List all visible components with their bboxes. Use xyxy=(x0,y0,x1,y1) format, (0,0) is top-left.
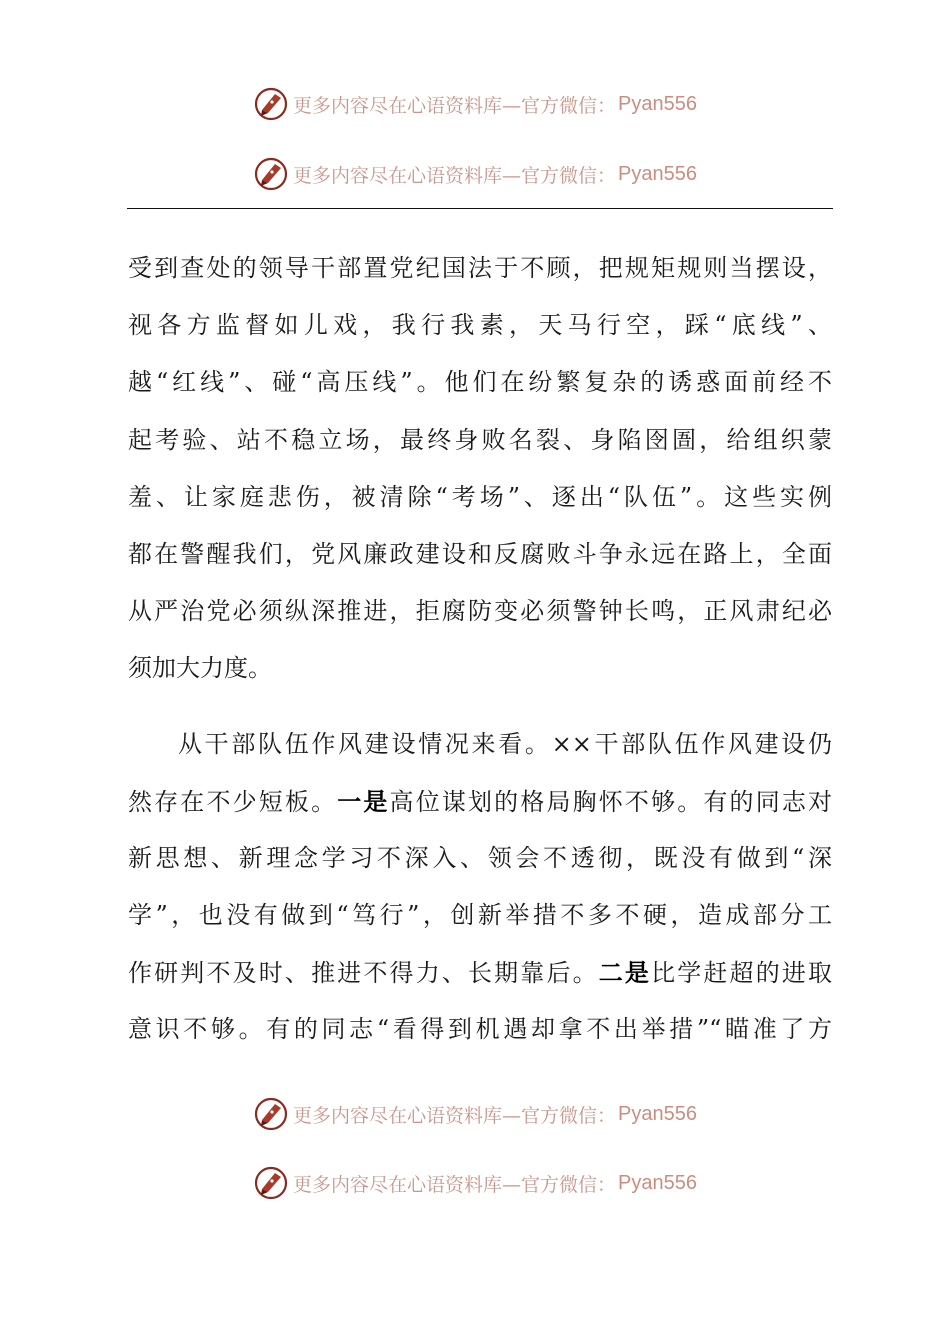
wechat-id: Pyan556 xyxy=(618,162,697,185)
header-watermark-banner-2 xyxy=(0,154,950,194)
text-line: 羞、让家庭悲伤，被清除“考场”、逐出“队伍”。这些实例 xyxy=(128,482,832,511)
header-watermark-banner xyxy=(0,84,950,124)
paragraph-2 xyxy=(128,716,832,1059)
pen-nib-logo-icon xyxy=(253,1096,289,1132)
text-line: 视各方监督如儿戏，我行我素，天马行空，踩“底线”、 xyxy=(128,311,832,340)
wechat-id: Pyan556 xyxy=(618,92,697,115)
banner-text: 更多内容尽在心语资料库—官方微信： xyxy=(293,1173,617,1196)
text-span: 作研判不及时、推进不得力、长期靠后。 xyxy=(128,959,599,988)
text-line: 须加大力度。 xyxy=(128,654,272,683)
text-span: 然存在不少短板。 xyxy=(128,787,338,816)
text-line: 从严治党必须纵深推进，拒腐防变必须警钟长鸣，正风肃纪必 xyxy=(128,597,832,626)
footer-watermark-banner xyxy=(0,1094,950,1134)
text-line xyxy=(128,773,832,830)
text-line: 新思想、新理念学习不深入、领会不透彻，既没有做到“深 xyxy=(128,843,832,872)
text-line xyxy=(128,944,832,1001)
wechat-id: Pyan556 xyxy=(618,1171,697,1194)
text-line: 从干部队伍作风建设情况来看。××干部队伍作风建设仍 xyxy=(178,729,832,758)
text-line: 越“红线”、碰“高压线”。他们在纷繁复杂的诱惑面前经不 xyxy=(128,368,832,397)
banner-text: 更多内容尽在心语资料库—官方微信： xyxy=(293,164,617,187)
footer-watermark-banner-2 xyxy=(0,1163,950,1203)
pen-nib-logo-icon xyxy=(253,156,289,192)
text-span: 比学赶超的进取 xyxy=(651,959,833,988)
banner-text: 更多内容尽在心语资料库—官方微信： xyxy=(293,1104,617,1127)
pen-nib-logo-icon xyxy=(253,86,289,122)
wechat-id: Pyan556 xyxy=(618,1102,697,1125)
pen-nib-logo-icon xyxy=(253,1165,289,1201)
paragraph-1 xyxy=(128,240,832,698)
bold-marker: 二是 xyxy=(598,958,652,988)
text-line: 起考验、站不稳立场，最终身败名裂、身陷囹圄，给组织蒙 xyxy=(128,425,832,454)
header-divider xyxy=(127,208,833,209)
banner-text: 更多内容尽在心语资料库—官方微信： xyxy=(293,94,617,117)
bold-marker: 一是 xyxy=(337,786,390,816)
document-body xyxy=(128,240,832,1059)
text-span: 高位谋划的格局胸怀不够。有的同志对 xyxy=(389,787,833,816)
text-line: 学”，也没有做到“笃行”，创新举措不多不硬，造成部分工 xyxy=(128,901,832,930)
text-line: 受到查处的领导干部置党纪国法于不顾，把规矩规则当摆设， xyxy=(128,254,832,282)
text-line: 意识不够。有的同志“看得到机遇却拿不出举措”“瞄准了方 xyxy=(128,1015,832,1044)
text-line: 都在警醒我们，党风廉政建设和反腐败斗争永远在路上，全面 xyxy=(128,539,832,568)
